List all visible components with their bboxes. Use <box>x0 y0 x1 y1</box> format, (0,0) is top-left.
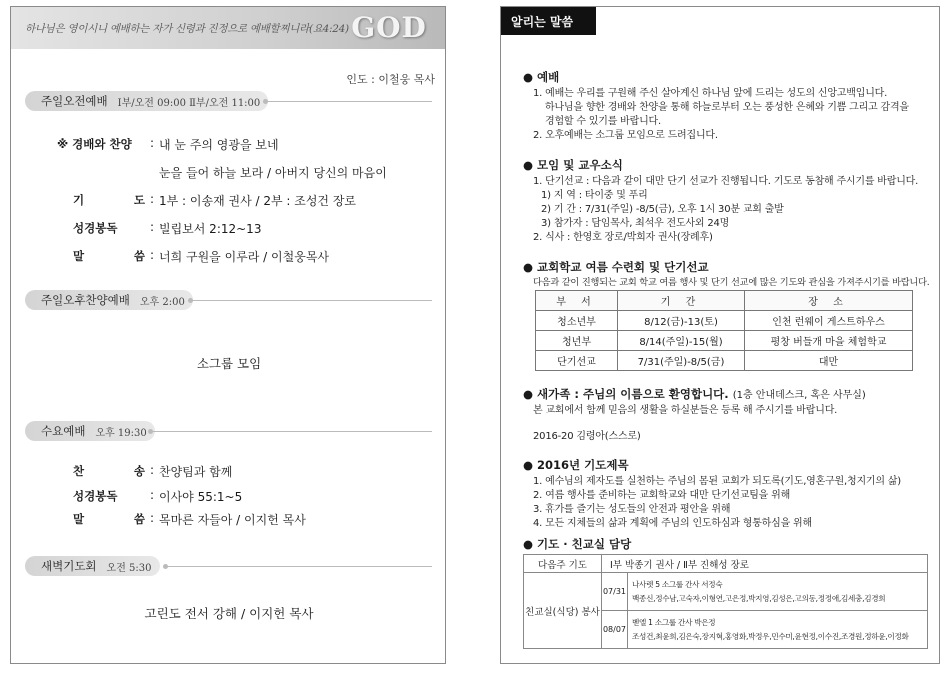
notice-header: 알리는 말씀 <box>501 7 596 35</box>
order-label: 기 도 <box>73 193 145 207</box>
order-row <box>57 136 279 153</box>
divider <box>166 566 432 567</box>
meeting-line: 1. 단기선교 : 다음과 같이 대만 단기 선교가 진행됩니다. 기도로 동참해 주시기를 바랍니다. <box>533 176 919 187</box>
order-colon: : <box>149 248 155 262</box>
order-label: 성경봉독 <box>73 221 118 235</box>
meeting-line: 1) 지 역 : 타이중 및 푸리 <box>541 190 648 201</box>
divider <box>266 101 432 102</box>
order-colon: : <box>149 192 155 206</box>
order-row <box>73 511 306 528</box>
divider-dot <box>263 99 268 104</box>
order-colon: : <box>149 136 155 150</box>
table-row <box>536 351 913 371</box>
prayer-line: 3. 휴가를 즐기는 성도들의 안전과 평안을 위해 <box>533 504 731 515</box>
divider <box>151 431 432 432</box>
duty-next-value: Ⅰ부 박종기 권사 / Ⅱ부 진해성 장로 <box>602 555 928 573</box>
meeting-section-title: ● 모임 및 교우소식 <box>523 158 623 172</box>
order-label: 말 씀 <box>73 249 145 263</box>
table-header-row <box>536 291 913 311</box>
worship-line: 2. 오후예배는 소그룹 모임으로 드려집니다. <box>533 130 718 141</box>
order-content: 이사야 55:1~5 <box>159 490 243 504</box>
duty-date: 08/07 <box>602 611 628 649</box>
order-colon: : <box>149 220 155 234</box>
table-header: 기 간 <box>618 291 745 311</box>
duty-entry-line: 나사렛 5 소그룹 간사 서정숙 <box>632 579 723 589</box>
meeting-line: 3) 참가자 : 담임목사, 최석우 전도사외 24명 <box>541 218 730 229</box>
order-content: 목마른 자들아 / 이지헌 목사 <box>159 513 306 527</box>
summer-section-title: ● 교회학교 여름 수련회 및 단기선교 <box>523 260 709 274</box>
duty-table <box>523 554 928 649</box>
bullet-icon: ● <box>523 158 534 172</box>
order-row <box>73 220 261 237</box>
prayer-line: 4. 모든 지체들의 삶과 계획에 주님의 인도하심과 형통하심을 위해 <box>533 518 812 529</box>
order-colon <box>145 164 159 181</box>
table-row <box>524 573 928 611</box>
verse-banner <box>11 7 445 49</box>
newcomer-line: 본 교회에서 함께 믿음의 생활을 하실분들은 등록 해 주시기를 바랍니다. <box>533 405 838 416</box>
service-time: 오후 19:30 <box>95 427 147 439</box>
order-colon: : <box>149 463 155 477</box>
order-row <box>73 463 232 480</box>
divider-dot <box>188 298 193 303</box>
summer-table <box>535 290 913 371</box>
prayer-line: 2. 여름 행사를 준비하는 교회학교와 대만 단기선교팀을 위해 <box>533 490 791 501</box>
divider-dot <box>163 564 168 569</box>
afternoon-content: 소그룹 모임 <box>196 356 262 371</box>
order-label: 말 씀 <box>73 512 145 526</box>
order-label: 성경봉독 <box>73 489 118 503</box>
divider-dot <box>148 429 153 434</box>
prayer-section-title: ● 2016년 기도제목 <box>523 458 629 472</box>
bullet-icon: ● <box>523 537 534 551</box>
afternoon-service-bar <box>25 290 193 310</box>
dawn-content: 고린도 전서 강해 / 이지헌 목사 <box>144 606 314 621</box>
newcomer-member: 2016-20 김령아(스스로) <box>533 431 641 442</box>
order-label: ※ 경배와 찬양 <box>57 137 132 151</box>
service-time: Ⅰ부/오전 09:00 Ⅱ부/오전 11:00 <box>117 97 261 109</box>
table-row <box>524 555 928 573</box>
worship-order-page <box>10 6 446 664</box>
meeting-line: 2) 기 간 : 7/31(주일) -8/5(금), 오후 1시 30분 교회 출발 <box>541 204 784 215</box>
service-name: 주일오후찬양예배 <box>41 293 130 307</box>
duty-entry <box>628 611 928 649</box>
wednesday-service-bar <box>25 421 155 441</box>
worship-line: 하나님을 향한 경배와 찬양을 통해 하늘로부터 오는 풍성한 은혜와 기쁨 그리고 감격을 <box>545 102 909 113</box>
order-content: 1부 : 이송재 권사 / 2부 : 조성건 장로 <box>159 194 357 208</box>
table-row <box>536 331 913 351</box>
table-header: 부 서 <box>536 291 618 311</box>
service-time: 오전 5:30 <box>106 562 152 574</box>
order-row <box>73 192 356 209</box>
meeting-line: 2. 식사 : 한영호 장로/박희자 권사(장례후) <box>533 232 713 243</box>
dawn-service-bar <box>25 556 160 576</box>
order-row <box>73 248 329 265</box>
table-cell: 청년부 <box>536 331 618 351</box>
table-cell: 8/14(주일)-15(월) <box>618 331 745 351</box>
bullet-icon: ● <box>523 387 534 401</box>
announcements-page <box>500 6 940 664</box>
table-cell: 8/12(금)-13(토) <box>618 311 745 331</box>
service-name: 주일오전예배 <box>41 94 108 108</box>
bullet-icon: ● <box>523 70 534 84</box>
duty-date: 07/31 <box>602 573 628 611</box>
morning-service-bar <box>25 91 268 111</box>
leader-text: 인도 : 이철웅 목사 <box>346 73 435 86</box>
service-time: 오후 2:00 <box>139 296 185 308</box>
order-row <box>57 164 387 181</box>
duty-kitchen-label: 친교실(식당) 봉사 <box>524 573 602 649</box>
table-cell: 대만 <box>745 351 913 371</box>
bullet-icon: ● <box>523 458 534 472</box>
order-row <box>73 488 242 505</box>
table-cell: 단기선교 <box>536 351 618 371</box>
prayer-line: 1. 예수님의 제자도를 실천하는 주님의 몸된 교회가 되도록(기도,영혼구원,청지기의 삶) <box>533 476 901 487</box>
service-name: 수요예배 <box>41 424 86 438</box>
order-colon: : <box>149 511 155 525</box>
service-name: 새벽기도회 <box>41 559 97 573</box>
table-cell: 인천 런웨이 게스트하우스 <box>745 311 913 331</box>
table-cell: 청소년부 <box>536 311 618 331</box>
duty-entry-line: 백종신,정수남,고숙자,이형연,고은정,박지영,김성은,고의동,정정애,김세충,김경희 <box>632 593 886 603</box>
order-content: 눈을 들어 하늘 보라 / 아버지 당신의 마음이 <box>159 166 387 180</box>
order-content: 빌립보서 2:12~13 <box>159 222 262 236</box>
worship-line: 경험할 수 있기를 바랍니다. <box>545 116 661 127</box>
order-label: 찬 송 <box>73 464 145 478</box>
table-header: 장 소 <box>745 291 913 311</box>
order-content: 찬양팀과 함께 <box>159 465 233 479</box>
verse-text: 하나님은 영이시니 예배하는 자가 신령과 진정으로 예배할찌니라(요4:24) <box>25 23 349 35</box>
table-cell: 평창 버들개 마을 체험학교 <box>745 331 913 351</box>
summer-intro: 다음과 같이 진행되는 교회 학교 여름 행사 및 단기 선교에 많은 기도와 관심을 가져주시기를 바랍니다. <box>533 277 930 288</box>
worship-section-title: ● 예배 <box>523 70 560 84</box>
order-content: 너희 구원을 이루라 / 이철웅목사 <box>159 250 329 264</box>
order-content: 내 눈 주의 영광을 보네 <box>159 138 279 152</box>
duty-entry-line: 벧엘 1 소그룹 간사 박은정 <box>632 617 716 627</box>
duty-entry-line: 조성건,최윤희,김은숙,장지혁,홍영화,박정우,민수미,윤현정,이수진,조경원,정하윤,이정화 <box>632 631 909 641</box>
table-row <box>536 311 913 331</box>
newcomer-section-title: ● 새가족 : 주님의 이름으로 환영합니다. (1층 안내데스크, 혹은 사무실) <box>523 387 866 401</box>
god-logo: GOD <box>341 8 437 48</box>
worship-line: 1. 예배는 우리를 구원해 주신 살아계신 하나님 앞에 드리는 성도의 신앙고백입니다. <box>533 88 888 99</box>
duty-next-label: 다음주 기도 <box>524 555 602 573</box>
duty-section-title: ● 기도 · 친교실 담당 <box>523 537 632 551</box>
bullet-icon: ● <box>523 260 534 274</box>
divider <box>191 300 432 301</box>
order-label <box>57 164 145 181</box>
order-colon: : <box>149 488 155 502</box>
duty-entry <box>628 573 928 611</box>
table-cell: 7/31(주일)-8/5(금) <box>618 351 745 371</box>
